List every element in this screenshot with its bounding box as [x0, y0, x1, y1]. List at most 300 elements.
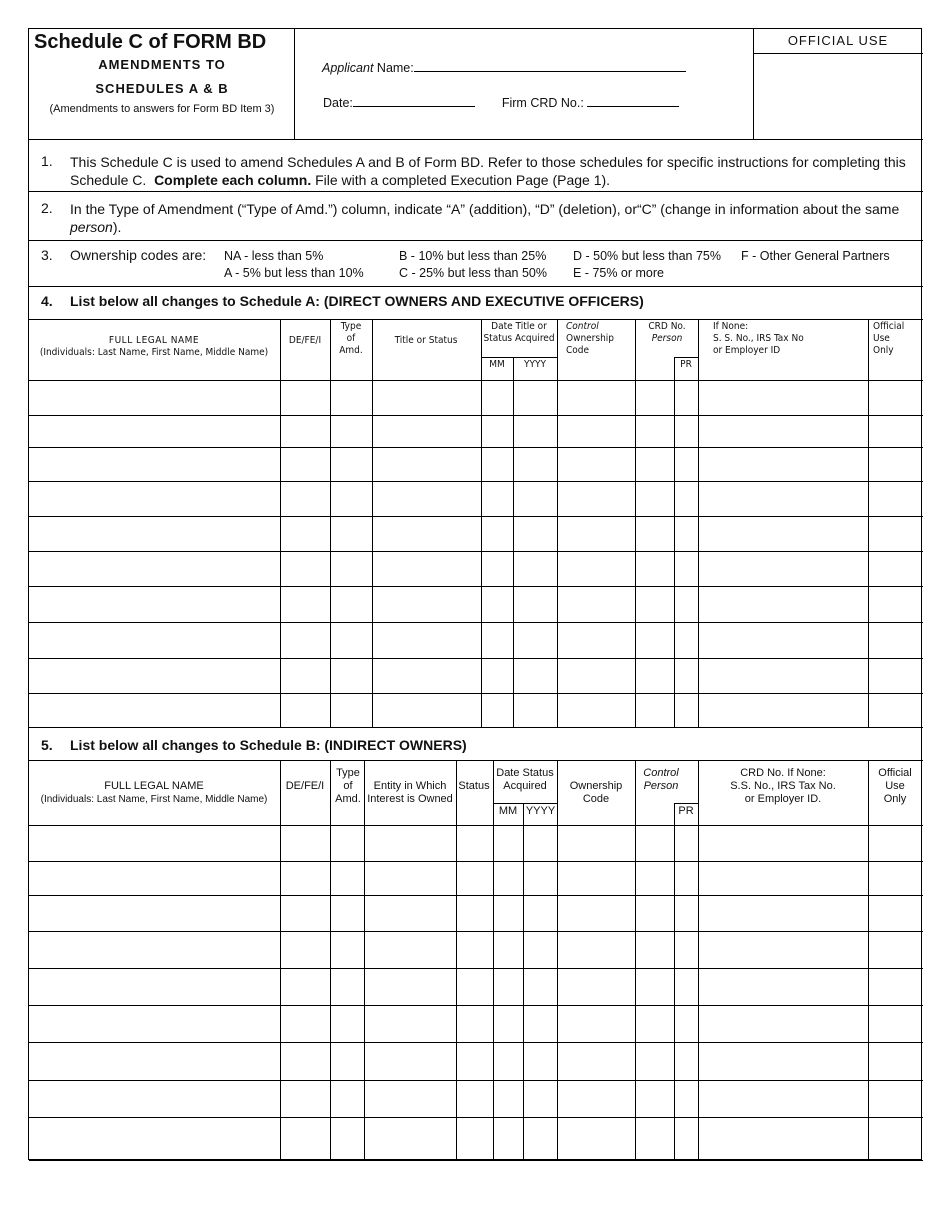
a-table-cell[interactable]	[699, 659, 868, 693]
b-header-off-1: Official	[878, 767, 912, 779]
b-table-cell[interactable]	[457, 1043, 493, 1080]
b-table-cell[interactable]	[699, 1043, 868, 1080]
b-table-cell[interactable]	[457, 1081, 493, 1117]
b-header-own-1: Ownership	[569, 780, 623, 792]
b-table-cell[interactable]	[494, 932, 523, 968]
grid-line	[493, 803, 557, 804]
a-table-cell[interactable]	[699, 448, 868, 481]
b-table-cell[interactable]	[494, 1006, 523, 1042]
a-table-cell[interactable]	[558, 659, 635, 693]
a-table-cell[interactable]	[869, 659, 922, 693]
a-table-cell[interactable]	[558, 623, 635, 658]
b-table-cell[interactable]	[699, 862, 868, 895]
b-table-cell[interactable]	[699, 1118, 868, 1160]
a-table-cell[interactable]	[558, 694, 635, 727]
a-table-cell[interactable]	[281, 416, 330, 447]
b-table-cell[interactable]	[457, 1006, 493, 1042]
b-table-cell[interactable]	[331, 896, 364, 931]
b-table-cell[interactable]	[699, 932, 868, 968]
code-b: B - 10% but less than 25%	[399, 249, 547, 263]
b-table-cell[interactable]	[365, 969, 456, 1005]
a-table-cell[interactable]	[482, 623, 513, 658]
instruction-2-number: 2.	[41, 200, 53, 216]
a-table-cell[interactable]	[482, 517, 513, 551]
a-table-cell[interactable]	[373, 623, 481, 658]
b-header-crd-2: S.S. No., IRS Tax No.	[730, 780, 836, 792]
b-table-cell[interactable]	[675, 896, 698, 931]
b-table-cell[interactable]	[365, 1081, 456, 1117]
b-table-cell[interactable]	[331, 862, 364, 895]
b-table-cell[interactable]	[30, 826, 280, 861]
a-table-cell[interactable]	[482, 587, 513, 622]
b-table-cell[interactable]	[869, 862, 922, 895]
b-header-name-2: (Individuals: Last Name, First Name, Middle Name)	[40, 794, 268, 805]
b-table-cell[interactable]	[675, 932, 698, 968]
a-table-cell[interactable]	[699, 694, 868, 727]
grid-line	[481, 357, 557, 358]
a-table-cell[interactable]	[482, 416, 513, 447]
a-header-own-2: Ownership	[566, 333, 614, 344]
b-header-type-1: Type	[336, 767, 360, 779]
a-table-cell[interactable]	[699, 623, 868, 658]
a-table-cell[interactable]	[675, 416, 698, 447]
a-table-cell[interactable]	[514, 482, 557, 516]
b-table-cell[interactable]	[331, 1043, 364, 1080]
a-table-cell[interactable]	[675, 448, 698, 481]
instruction-1	[70, 153, 915, 189]
a-table-cell[interactable]	[331, 552, 372, 586]
a-header-ifnone-3: or Employer ID	[713, 345, 781, 356]
a-table-cell[interactable]	[675, 381, 698, 415]
a-table-cell[interactable]	[30, 517, 280, 551]
instruction-1-bold: Complete each column.	[154, 172, 312, 188]
a-table-cell[interactable]	[281, 552, 330, 586]
b-table-cell[interactable]	[494, 896, 523, 931]
official-use-box	[754, 54, 922, 138]
a-table-cell[interactable]	[373, 552, 481, 586]
b-header-pr: PR	[678, 805, 694, 817]
a-table-cell[interactable]	[281, 694, 330, 727]
b-table-cell[interactable]	[675, 969, 698, 1005]
b-table-cell[interactable]	[699, 969, 868, 1005]
a-table-cell[interactable]	[636, 381, 674, 415]
section-a-number: 4.	[41, 293, 53, 309]
a-header-ifnone	[713, 321, 863, 357]
date-field[interactable]	[353, 94, 475, 107]
a-header-own-1: Control	[566, 321, 599, 332]
b-table-cell[interactable]	[675, 1081, 698, 1117]
a-table-cell[interactable]	[558, 416, 635, 447]
a-table-cell[interactable]	[514, 659, 557, 693]
a-table-cell[interactable]	[30, 623, 280, 658]
b-table-cell[interactable]	[331, 1006, 364, 1042]
a-table-cell[interactable]	[869, 552, 922, 586]
b-table-cell[interactable]	[524, 1043, 557, 1080]
b-table-cell[interactable]	[558, 969, 635, 1005]
b-header-crd-1: CRD No. If None:	[740, 767, 826, 779]
b-table-cell[interactable]	[281, 969, 330, 1005]
form-subtitle-2: SCHEDULES A & B	[95, 81, 229, 96]
a-table-cell[interactable]	[636, 587, 674, 622]
a-table-cell[interactable]	[331, 517, 372, 551]
a-table-cell[interactable]	[636, 517, 674, 551]
b-table-cell[interactable]	[558, 896, 635, 931]
b-table-cell[interactable]	[331, 969, 364, 1005]
a-table-cell[interactable]	[869, 416, 922, 447]
a-table-cell[interactable]	[636, 623, 674, 658]
applicant-label: Name:	[373, 61, 414, 75]
b-header-control	[635, 767, 687, 793]
a-table-cell[interactable]	[331, 587, 372, 622]
a-table-cell[interactable]	[558, 448, 635, 481]
a-table-cell[interactable]	[30, 482, 280, 516]
a-header-title: Title or Status	[394, 335, 458, 346]
a-table-cell[interactable]	[558, 552, 635, 586]
a-table-cell[interactable]	[699, 517, 868, 551]
b-header-name	[29, 780, 279, 806]
b-table-cell[interactable]	[281, 896, 330, 931]
b-header-name-1: FULL LEGAL NAME	[104, 780, 204, 792]
a-table-cell[interactable]	[30, 416, 280, 447]
b-header-official	[868, 767, 922, 806]
b-header-ownership	[558, 780, 634, 806]
b-table-cell[interactable]	[331, 1081, 364, 1117]
b-header-type-3: Amd.	[335, 793, 361, 805]
b-table-cell[interactable]	[365, 1118, 456, 1160]
b-table-cell[interactable]	[30, 1043, 280, 1080]
section-b-title: List below all changes to Schedule B: (INDIRECT OWNERS)	[70, 737, 467, 753]
a-header-type-2: of	[346, 333, 356, 344]
b-table-cell[interactable]	[281, 826, 330, 861]
b-table-cell[interactable]	[457, 1118, 493, 1160]
a-table-cell[interactable]	[281, 448, 330, 481]
a-table-cell[interactable]	[482, 694, 513, 727]
b-table-cell[interactable]	[494, 969, 523, 1005]
a-table-cell[interactable]	[482, 381, 513, 415]
a-table-cell[interactable]	[373, 416, 481, 447]
b-table-cell[interactable]	[30, 1081, 280, 1117]
a-table-cell[interactable]	[558, 587, 635, 622]
a-table-cell[interactable]	[675, 482, 698, 516]
a-header-crd	[635, 321, 699, 345]
a-header-type	[331, 321, 371, 357]
a-table-cell[interactable]	[514, 694, 557, 727]
a-table-cell[interactable]	[869, 482, 922, 516]
a-header-pr: PR	[680, 359, 692, 370]
b-header-entity-1: Entity in Which	[373, 780, 447, 792]
b-table-cell[interactable]	[524, 862, 557, 895]
b-table-cell[interactable]	[524, 896, 557, 931]
a-header-ifnone-1: If None:	[713, 321, 749, 332]
a-table-cell[interactable]	[514, 416, 557, 447]
b-table-cell[interactable]	[636, 862, 674, 895]
b-table-cell[interactable]	[457, 932, 493, 968]
a-table-cell[interactable]	[636, 482, 674, 516]
b-table-cell[interactable]	[281, 1006, 330, 1042]
a-table-cell[interactable]	[675, 623, 698, 658]
b-table-cell[interactable]	[365, 826, 456, 861]
a-table-cell[interactable]	[699, 381, 868, 415]
a-table-cell[interactable]	[331, 623, 372, 658]
a-table-cell[interactable]	[331, 659, 372, 693]
a-table-cell[interactable]	[30, 587, 280, 622]
b-table-cell[interactable]	[524, 1118, 557, 1160]
a-header-off-3: Only	[873, 345, 894, 356]
a-table-cell[interactable]	[373, 694, 481, 727]
a-header-yyyy: YYYY	[524, 359, 546, 370]
b-table-cell[interactable]	[675, 862, 698, 895]
a-table-cell[interactable]	[869, 517, 922, 551]
a-table-cell[interactable]	[869, 587, 922, 622]
b-table-cell[interactable]	[494, 1118, 523, 1160]
a-table-cell[interactable]	[869, 448, 922, 481]
a-table-cell[interactable]	[30, 694, 280, 727]
b-table-cell[interactable]	[457, 862, 493, 895]
b-table-cell[interactable]	[331, 1118, 364, 1160]
code-f: F - Other General Partners	[741, 249, 890, 263]
b-table-cell[interactable]	[558, 1118, 635, 1160]
b-table-cell[interactable]	[636, 969, 674, 1005]
b-table-cell[interactable]	[869, 1081, 922, 1117]
instruction-2-text: In the Type of Amendment (“Type of Amd.”) column, indicate “A” (addition), “D” (deletion), or“C” (change in information about the same	[70, 201, 900, 217]
b-table-cell[interactable]	[365, 1006, 456, 1042]
b-table-cell[interactable]	[30, 969, 280, 1005]
b-header-entity-2: Interest is Owned	[367, 793, 453, 805]
b-table-cell[interactable]	[558, 1006, 635, 1042]
b-table-cell[interactable]	[494, 862, 523, 895]
a-table-cell[interactable]	[558, 482, 635, 516]
a-table-cell[interactable]	[482, 659, 513, 693]
a-header-type-3: Amd.	[339, 345, 363, 356]
a-table-cell[interactable]	[675, 659, 698, 693]
a-header-name-1: FULL LEGAL NAME	[108, 335, 200, 346]
a-header-crd-2: Person	[651, 333, 683, 344]
b-header-type-2: of	[343, 780, 353, 792]
instruction-2-italic: person	[70, 219, 113, 235]
b-table-cell[interactable]	[558, 1043, 635, 1080]
a-table-cell[interactable]	[869, 694, 922, 727]
firm-crd-label: Firm CRD No.:	[501, 96, 584, 110]
date-row	[323, 94, 679, 110]
a-table-cell[interactable]	[331, 482, 372, 516]
a-table-cell[interactable]	[331, 694, 372, 727]
b-table-cell[interactable]	[699, 1006, 868, 1042]
grid-line	[674, 803, 698, 804]
a-header-date-2: Status Acquired	[483, 333, 555, 344]
firm-crd-field[interactable]	[587, 94, 679, 107]
b-table-cell[interactable]	[30, 862, 280, 895]
b-table-cell[interactable]	[636, 826, 674, 861]
a-table-cell[interactable]	[30, 552, 280, 586]
instruction-2-tail: ).	[112, 219, 122, 235]
instruction-1-tail: File with a completed Execution Page (Page 1).	[315, 172, 611, 188]
b-header-status: Status	[458, 780, 490, 792]
b-table-cell[interactable]	[699, 1081, 868, 1117]
b-table-cell[interactable]	[365, 896, 456, 931]
b-table-cell[interactable]	[281, 1043, 330, 1080]
a-table-cell[interactable]	[331, 416, 372, 447]
grid-line	[674, 357, 698, 358]
b-table-cell[interactable]	[675, 1006, 698, 1042]
b-table-cell[interactable]	[30, 932, 280, 968]
b-table-cell[interactable]	[699, 896, 868, 931]
a-table-cell[interactable]	[514, 517, 557, 551]
b-table-cell[interactable]	[869, 896, 922, 931]
b-table-cell[interactable]	[869, 1118, 922, 1160]
a-table-cell[interactable]	[373, 381, 481, 415]
a-table-cell[interactable]	[281, 587, 330, 622]
b-table-cell[interactable]	[869, 1043, 922, 1080]
b-table-cell[interactable]	[869, 932, 922, 968]
a-table-cell[interactable]	[514, 552, 557, 586]
b-table-cell[interactable]	[281, 1118, 330, 1160]
b-table-cell[interactable]	[558, 826, 635, 861]
b-table-cell[interactable]	[457, 896, 493, 931]
b-table-cell[interactable]	[524, 932, 557, 968]
a-table-cell[interactable]	[373, 482, 481, 516]
a-table-cell[interactable]	[514, 448, 557, 481]
a-table-cell[interactable]	[558, 381, 635, 415]
a-table-cell[interactable]	[675, 587, 698, 622]
a-table-cell[interactable]	[675, 552, 698, 586]
code-c: C - 25% but less than 50%	[399, 266, 547, 280]
a-table-cell[interactable]	[30, 381, 280, 415]
b-table-cell[interactable]	[494, 1043, 523, 1080]
applicant-name-row	[322, 59, 686, 75]
a-header-name-2: (Individuals: Last Name, First Name, Middle Name)	[39, 347, 269, 358]
b-table-cell[interactable]	[331, 932, 364, 968]
a-header-crd-1: CRD No.	[648, 321, 686, 332]
a-table-cell[interactable]	[30, 659, 280, 693]
b-table-cell[interactable]	[494, 826, 523, 861]
b-table-cell[interactable]	[636, 1006, 674, 1042]
b-table-cell[interactable]	[524, 826, 557, 861]
a-table-cell[interactable]	[636, 659, 674, 693]
a-table-cell[interactable]	[675, 694, 698, 727]
form-subtitle-1: AMENDMENTS TO	[98, 57, 226, 72]
b-table-cell[interactable]	[675, 1118, 698, 1160]
b-header-crd	[699, 767, 867, 806]
b-table-cell[interactable]	[675, 826, 698, 861]
a-table-cell[interactable]	[482, 482, 513, 516]
a-table-cell[interactable]	[514, 381, 557, 415]
a-table-cell[interactable]	[373, 448, 481, 481]
a-header-ownership	[566, 321, 636, 357]
applicant-name-field[interactable]	[414, 59, 686, 72]
b-table-cell[interactable]	[558, 1081, 635, 1117]
b-table-cell[interactable]	[365, 932, 456, 968]
a-header-type-1: Type	[340, 321, 362, 332]
b-table-cell[interactable]	[494, 1081, 523, 1117]
b-header-off-2: Use	[885, 780, 905, 792]
b-table-cell[interactable]	[869, 826, 922, 861]
a-table-cell[interactable]	[281, 517, 330, 551]
instruction-1-number: 1.	[41, 153, 53, 169]
b-table-cell[interactable]	[869, 1006, 922, 1042]
b-table-cell[interactable]	[281, 1081, 330, 1117]
b-table-cell[interactable]	[699, 826, 868, 861]
b-table-cell[interactable]	[675, 1043, 698, 1080]
b-table-cell[interactable]	[365, 1043, 456, 1080]
a-table-cell[interactable]	[699, 552, 868, 586]
b-table-cell[interactable]	[636, 1081, 674, 1117]
b-table-cell[interactable]	[524, 1081, 557, 1117]
a-table-cell[interactable]	[281, 482, 330, 516]
form-note: (Amendments to answers for Form BD Item 3)	[49, 103, 275, 115]
a-table-cell[interactable]	[636, 694, 674, 727]
b-header-yyyy: YYYY	[525, 805, 556, 817]
b-table-cell[interactable]	[636, 1118, 674, 1160]
b-table-cell[interactable]	[636, 932, 674, 968]
a-table-cell[interactable]	[281, 623, 330, 658]
a-table-cell[interactable]	[869, 623, 922, 658]
a-table-cell[interactable]	[558, 517, 635, 551]
b-table-cell[interactable]	[281, 932, 330, 968]
a-table-cell[interactable]	[30, 448, 280, 481]
a-table-cell[interactable]	[675, 517, 698, 551]
a-table-cell[interactable]	[281, 659, 330, 693]
a-table-cell[interactable]	[636, 416, 674, 447]
b-table-cell[interactable]	[457, 969, 493, 1005]
a-table-cell[interactable]	[331, 381, 372, 415]
b-table-cell[interactable]	[524, 969, 557, 1005]
a-table-cell[interactable]	[514, 587, 557, 622]
a-table-cell[interactable]	[373, 517, 481, 551]
b-table-cell[interactable]	[869, 969, 922, 1005]
b-table-cell[interactable]	[281, 862, 330, 895]
a-table-cell[interactable]	[331, 448, 372, 481]
grid-line	[29, 1160, 923, 1161]
a-table-cell[interactable]	[699, 587, 868, 622]
a-header-defei: DE/FE/I	[288, 335, 322, 346]
code-a: A - 5% but less than 10%	[224, 266, 364, 280]
b-table-cell[interactable]	[457, 826, 493, 861]
b-table-cell[interactable]	[365, 862, 456, 895]
b-table-cell[interactable]	[558, 932, 635, 968]
b-table-cell[interactable]	[636, 1043, 674, 1080]
a-table-cell[interactable]	[281, 381, 330, 415]
a-table-cell[interactable]	[699, 482, 868, 516]
official-use-label: OFFICIAL USE	[787, 33, 889, 48]
b-header-type	[331, 767, 365, 806]
b-table-cell[interactable]	[558, 862, 635, 895]
a-header-off-1: Official	[873, 321, 905, 332]
a-table-cell[interactable]	[373, 659, 481, 693]
form-title: Schedule C of FORM BD	[34, 31, 267, 53]
b-table-cell[interactable]	[30, 1118, 280, 1160]
code-na: NA - less than 5%	[224, 249, 324, 263]
a-table-cell[interactable]	[869, 381, 922, 415]
instruction-2	[70, 200, 915, 236]
a-table-cell[interactable]	[699, 416, 868, 447]
b-table-cell[interactable]	[636, 896, 674, 931]
a-table-cell[interactable]	[482, 448, 513, 481]
b-header-ctrl-1: Control	[643, 767, 679, 779]
a-table-cell[interactable]	[636, 552, 674, 586]
b-table-cell[interactable]	[30, 896, 280, 931]
b-header-date-2: Acquired	[503, 780, 547, 792]
b-header-off-3: Only	[883, 793, 907, 805]
b-table-cell[interactable]	[30, 1006, 280, 1042]
a-table-cell[interactable]	[482, 552, 513, 586]
a-table-cell[interactable]	[373, 587, 481, 622]
a-table-cell[interactable]	[514, 623, 557, 658]
b-table-cell[interactable]	[524, 1006, 557, 1042]
ownership-codes-label: Ownership codes are:	[70, 247, 207, 263]
a-table-cell[interactable]	[636, 448, 674, 481]
b-table-cell[interactable]	[331, 826, 364, 861]
b-header-mm: MM	[498, 805, 518, 817]
